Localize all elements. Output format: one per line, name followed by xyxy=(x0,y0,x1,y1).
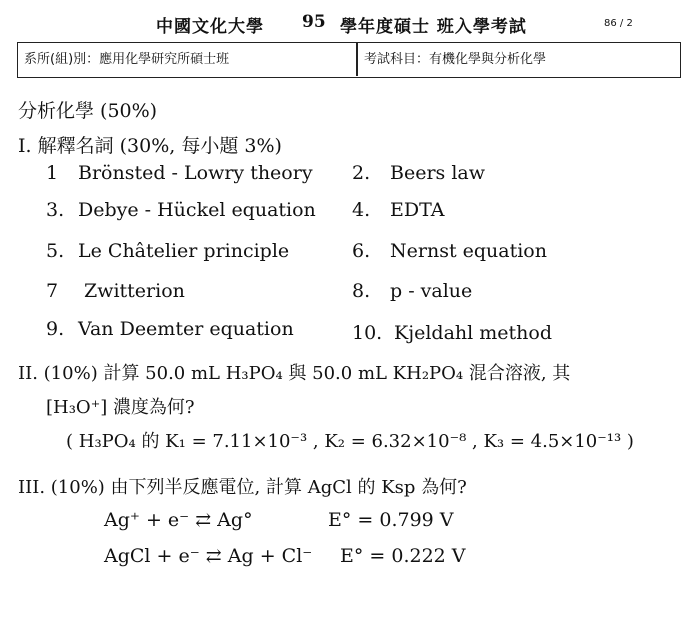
term-number: 8. xyxy=(352,280,371,302)
exam-header xyxy=(0,0,700,42)
term-text: Beers law xyxy=(390,162,485,184)
academic-year: 95 xyxy=(302,12,326,32)
part3-line1: III. (10%) 由下列半反應電位, 計算 AgCl 的 Ksp 為何? xyxy=(18,477,467,498)
term-text: Le Châtelier principle xyxy=(78,240,290,262)
department-label: 系所(組)別：應用化學研究所碩士班 xyxy=(24,52,230,67)
term-text: Van Deemter equation xyxy=(78,318,294,340)
term-number: 5. xyxy=(46,240,65,262)
term-number: 1 xyxy=(46,162,59,184)
part2-line1: II. (10%) 計算 50.0 mL H₃PO₄ 與 50.0 mL KH₂PO₄ 混合溶液, 其 xyxy=(18,363,571,384)
part2-line2: [H₃O⁺] 濃度為何? xyxy=(46,397,195,418)
term-number: 2. xyxy=(352,162,371,184)
potential-1: E° = 0.799 V xyxy=(328,509,454,531)
term-text: Nernst equation xyxy=(390,240,547,262)
info-divider xyxy=(356,43,358,76)
term-text: Debye - Hückel equation xyxy=(78,199,316,221)
school-name: 中國文化大學 xyxy=(156,17,264,37)
half-reaction-1: Ag⁺ + e⁻ ⇄ Ag° xyxy=(104,509,253,531)
term-number: 3. xyxy=(46,199,65,221)
term-number: 10. xyxy=(352,322,383,344)
term-number: 9. xyxy=(46,318,65,340)
term-number: 6. xyxy=(352,240,371,262)
part1-title: I. 解釋名詞 (30%, 每小題 3%) xyxy=(18,135,282,157)
term-text: Zwitterion xyxy=(84,280,185,302)
term-text: p - value xyxy=(390,280,473,302)
half-reaction-2: AgCl + e⁻ ⇄ Ag + Cl⁻ xyxy=(104,545,313,567)
term-text: Kjeldahl method xyxy=(394,322,552,344)
exam-info-bar xyxy=(17,42,681,78)
term-number: 7 xyxy=(46,280,59,302)
page-number: 86 / 2 xyxy=(604,18,633,29)
term-text: EDTA xyxy=(390,199,445,221)
section-title: 分析化學 (50%) xyxy=(18,100,158,122)
term-text: Brönsted - Lowry theory xyxy=(78,162,313,184)
term-number: 4. xyxy=(352,199,371,221)
part2-constants: ( H₃PO₄ 的 K₁ = 7.11×10⁻³ , K₂ = 6.32×10⁻⁸ , K₃ = 4.5×10⁻¹³ ) xyxy=(66,431,634,452)
potential-2: E° = 0.222 V xyxy=(340,545,466,567)
exam-title: 學年度碩士 班入學考試 xyxy=(340,17,527,37)
subject-label: 考試科目：有機化學與分析化學 xyxy=(364,52,547,67)
